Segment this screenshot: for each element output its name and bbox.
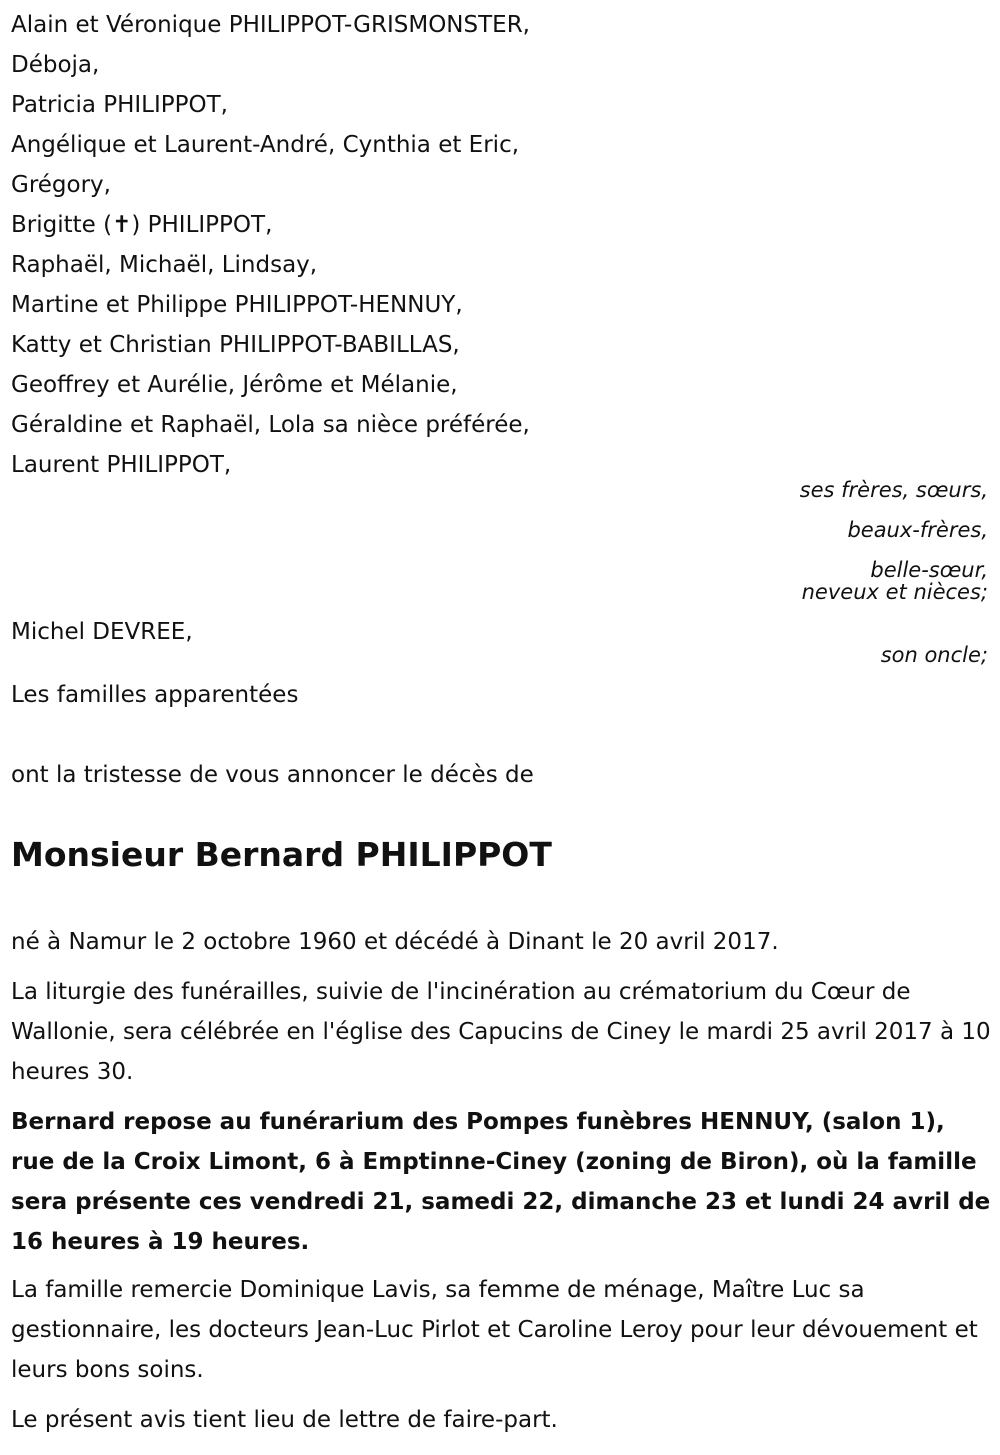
uncle-name: Michel DEVREE, — [11, 619, 193, 645]
relation-label: beaux-frères, — [847, 518, 988, 542]
family-line: Raphaël, Michaël, Lindsay, — [11, 252, 318, 278]
closing-line: Le présent avis tient lieu de lettre de faire-part. — [11, 1407, 558, 1433]
family-line: Angélique et Laurent-André, Cynthia et Eric, — [11, 132, 520, 158]
family-line: Geoffrey et Aurélie, Jérôme et Mélanie, — [11, 372, 458, 398]
family-line: Laurent PHILIPPOT, — [11, 452, 232, 478]
family-line: Géraldine et Raphaël, Lola sa nièce préférée, — [11, 412, 530, 438]
deceased-name: Monsieur Bernard PHILIPPOT — [11, 835, 552, 874]
family-line: Grégory, — [11, 172, 111, 198]
relation-label: ses frères, sœurs, — [799, 478, 988, 502]
family-line: Déboja, — [11, 52, 100, 78]
family-line: Patricia PHILIPPOT, — [11, 92, 228, 118]
relation-label: neveux et nièces; — [801, 580, 988, 604]
relation-label: belle-sœur, — [870, 558, 988, 582]
family-line: Katty et Christian PHILIPPOT-BABILLAS, — [11, 332, 460, 358]
uncle-relation: son oncle; — [880, 643, 988, 667]
family-line: Brigitte (✝) PHILIPPOT, — [11, 212, 273, 238]
related-families: Les familles apparentées — [11, 682, 299, 708]
liturgy-paragraph: La liturgie des funérailles, suivie de l'incinération au crématorium du Cœur de Wallonie, sera célébrée en l'église des Capucins de Ciney le mardi 25 avril 2017 à 10 heures 30. — [11, 979, 991, 1085]
announcement: ont la tristesse de vous annoncer le décès de — [11, 762, 534, 788]
family-line: Alain et Véronique PHILIPPOT-GRISMONSTER, — [11, 12, 530, 38]
family-line: Martine et Philippe PHILIPPOT-HENNUY, — [11, 292, 463, 318]
birth-death: né à Namur le 2 octobre 1960 et décédé à Dinant le 20 avril 2017. — [11, 929, 779, 955]
thanks-paragraph: La famille remercie Dominique Lavis, sa femme de ménage, Maître Luc sa gestionnaire, les docteurs Jean-Luc Pirlot et Caroline Leroy pour leur dévouement et leurs bons soins. — [11, 1277, 978, 1383]
visitation-paragraph: Bernard repose au funérarium des Pompes funèbres HENNUY, (salon 1), rue de la Croix Limont, 6 à Emptinne-Ciney (zoning de Biron), où la famille sera présente ces vendredi 21, samedi 22, dimanche 23 et lundi 24 avril de 16 heures à 19 heures. — [11, 1109, 991, 1255]
